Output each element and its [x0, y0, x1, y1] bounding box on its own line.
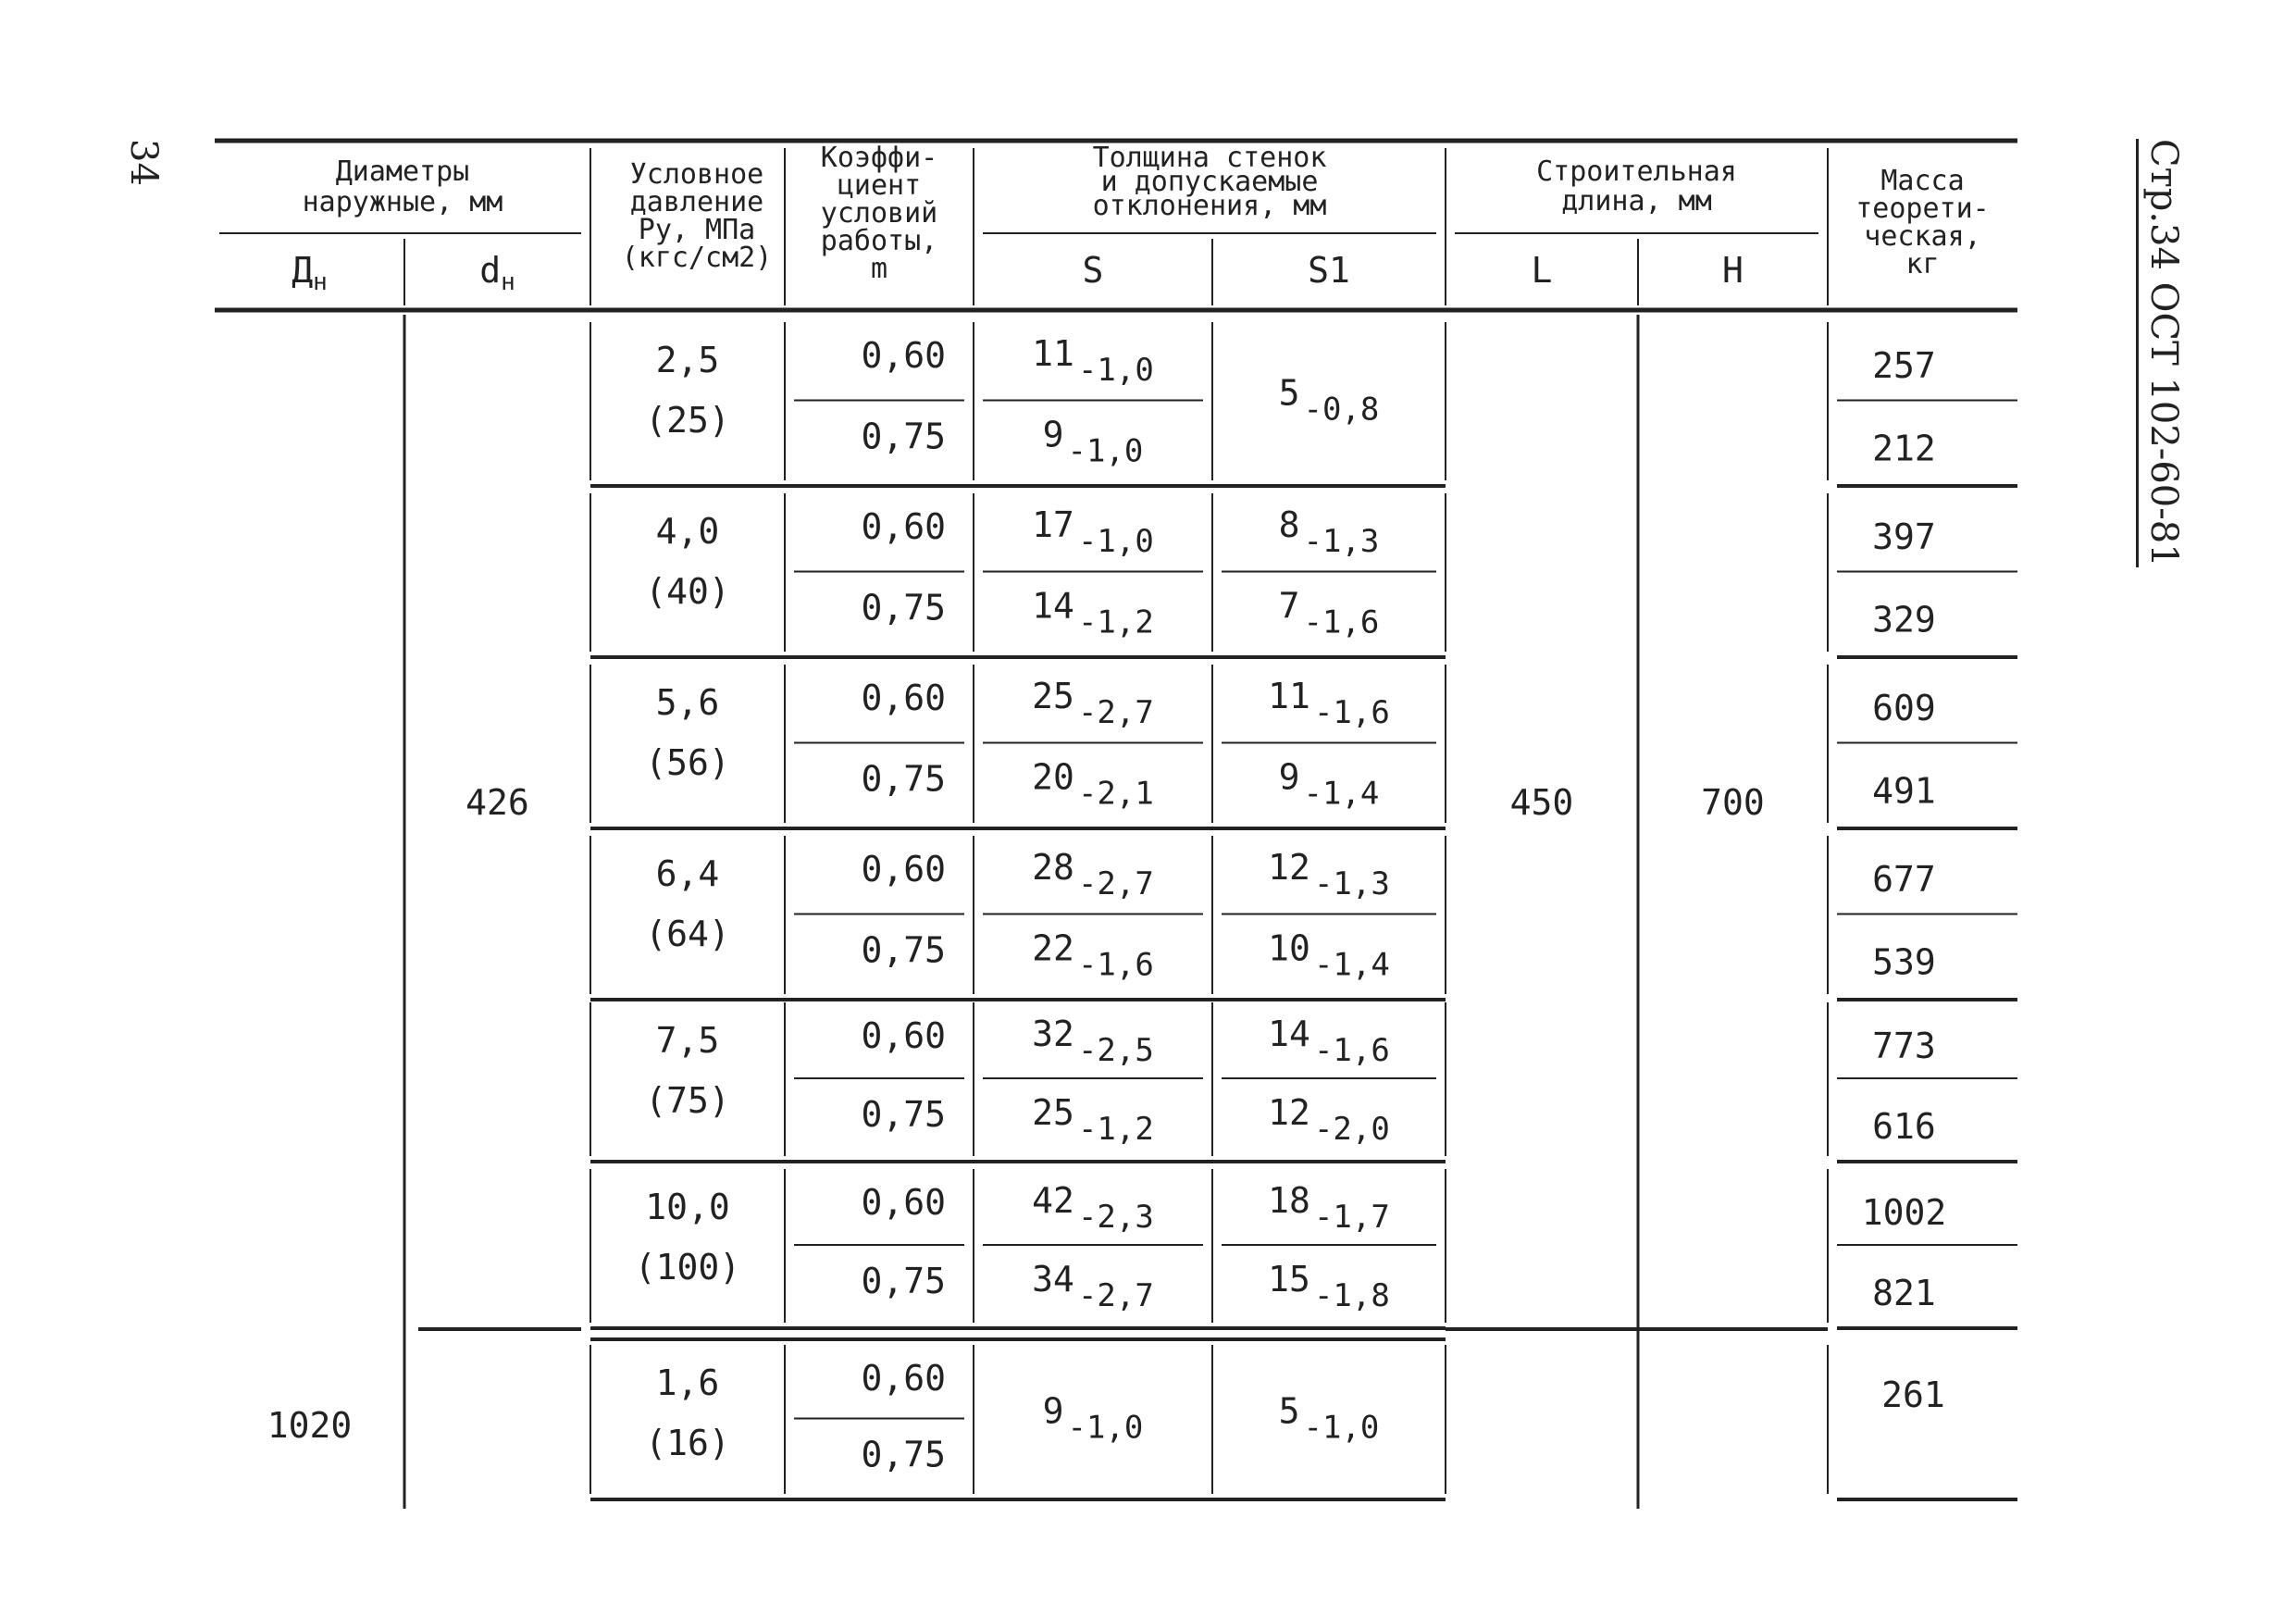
dn-outer-value: 1020 [267, 1405, 353, 1446]
pressure-kgf-value: (56) [645, 742, 730, 783]
s1-value: 14 -1,6 [1268, 1014, 1390, 1069]
mass-value: 257 [1872, 345, 1936, 386]
s-value: 34 -2,7 [1032, 1259, 1154, 1314]
coef-header: циент [837, 169, 922, 202]
dn-outer-header: $Д_н$ [292, 250, 328, 296]
mass-value: 261 [1881, 1374, 1945, 1415]
length-l-value: 450 [1509, 782, 1574, 823]
mass-header: кг [1905, 248, 1940, 280]
pressure-header: давление [629, 186, 764, 218]
s1-value: 15 -1,8 [1268, 1259, 1390, 1314]
s-value: 28 -2,7 [1032, 847, 1154, 902]
coef-header: Коэффи- [820, 142, 938, 174]
coef-value: 0,60 [861, 1015, 946, 1056]
pressure-kgf-value: (25) [645, 400, 730, 441]
pressure-value: 10,0 [645, 1187, 730, 1227]
mass-value: 397 [1872, 516, 1936, 557]
length-header: Строительная [1536, 155, 1737, 188]
pressure-kgf-value: (75) [645, 1080, 730, 1121]
s1-value: 18 -1,7 [1268, 1180, 1390, 1236]
thickness-header: и допускаемые [1100, 166, 1319, 198]
mass-value: 491 [1872, 770, 1936, 812]
pressure-kgf-value: (16) [645, 1423, 730, 1463]
s-value: 9 -1,0 [1042, 1390, 1144, 1447]
coef-value: 0,60 [861, 678, 946, 718]
thickness-header: Толщина стенок [1092, 142, 1327, 174]
coef-header: условий [820, 197, 938, 230]
s-value: 25 -2,7 [1032, 676, 1154, 731]
coef-value: 0,60 [861, 1358, 946, 1399]
pressure-value: 1,6 [655, 1362, 720, 1403]
diameters-header: наружные, мм [302, 186, 503, 218]
pressure-header: (кгс/см2) [621, 242, 773, 274]
pressure-header: Pу, МПа [638, 214, 756, 246]
s-value: 22 -1,6 [1032, 927, 1154, 984]
mass-header: теорети- [1855, 193, 1990, 225]
pressure-value: 7,5 [655, 1020, 720, 1061]
h-header: H [1722, 250, 1744, 291]
mass-value: 1002 [1861, 1192, 1947, 1233]
thickness-header: отклонения, мм [1092, 190, 1327, 222]
s-value: 25 -1,2 [1032, 1092, 1154, 1148]
s1-header: S1 [1308, 250, 1350, 291]
coef-value: 0,75 [861, 1094, 946, 1135]
pressure-value: 5,6 [655, 682, 720, 723]
coef-value: 0,75 [861, 1434, 946, 1475]
dn-inner-value: 426 [465, 782, 529, 823]
pressure-kgf-value: (40) [645, 571, 730, 612]
s1-value: 7 -1,6 [1278, 585, 1380, 641]
s-value: 11 -1,0 [1032, 333, 1154, 389]
s1-value: 5 -0,8 [1278, 372, 1380, 429]
coef-value: 0,75 [861, 587, 946, 628]
coef-value: 0,60 [861, 849, 946, 889]
s1-value: 9 -1,4 [1278, 756, 1380, 813]
s1-value: 5 -1,0 [1278, 1390, 1380, 1447]
mass-value: 329 [1872, 599, 1936, 641]
coef-value: 0,75 [861, 416, 946, 457]
length-header: длина, мм [1561, 185, 1712, 218]
coef-header: m [870, 253, 888, 285]
coef-value: 0,75 [861, 1261, 946, 1301]
pressure-value: 2,5 [655, 340, 720, 380]
length-h-value: 700 [1701, 782, 1765, 823]
pressure-header: Условное [629, 158, 764, 191]
mass-value: 212 [1872, 428, 1936, 469]
mass-value: 609 [1872, 688, 1936, 728]
l-header: L [1531, 250, 1553, 291]
mass-header: Масса [1880, 165, 1965, 197]
pressure-kgf-value: (64) [645, 914, 730, 954]
dn-inner-header: $d_н$ [479, 250, 515, 296]
s1-value: 8 -1,3 [1278, 504, 1380, 560]
s1-value: 12 -2,0 [1268, 1092, 1390, 1148]
pressure-value: 4,0 [655, 511, 720, 552]
coef-header: работы, [820, 225, 938, 257]
coef-value: 0,60 [861, 506, 946, 547]
page-number: 34 [122, 139, 165, 186]
mass-value: 773 [1872, 1026, 1936, 1066]
coef-value: 0,60 [861, 1182, 946, 1223]
mass-value: 539 [1872, 941, 1936, 983]
coef-value: 0,75 [861, 758, 946, 800]
mass-value: 616 [1872, 1106, 1936, 1147]
pressure-value: 6,4 [655, 853, 720, 894]
s-value: 14 -1,2 [1032, 585, 1154, 641]
s1-value: 10 -1,4 [1268, 927, 1390, 984]
document-id: Стр.34 ОСТ 102-60-81 [2136, 139, 2185, 567]
s-value: 17 -1,0 [1032, 504, 1154, 560]
s-header: S [1082, 250, 1104, 291]
coef-value: 0,60 [861, 335, 946, 376]
s-value: 32 -2,5 [1032, 1014, 1154, 1069]
s1-value: 11 -1,6 [1268, 676, 1390, 731]
s-value: 20 -2,1 [1032, 756, 1154, 813]
coef-value: 0,75 [861, 929, 946, 971]
s1-value: 12 -1,3 [1268, 847, 1390, 902]
mass-value: 821 [1872, 1273, 1936, 1313]
pressure-kgf-value: (100) [634, 1247, 741, 1287]
mass-header: ческая, [1864, 220, 1981, 253]
mass-value: 677 [1872, 859, 1936, 900]
s-value: 42 -2,3 [1032, 1180, 1154, 1236]
diameters-header: Диаметры [335, 155, 470, 188]
s-value: 9 -1,0 [1042, 414, 1144, 470]
